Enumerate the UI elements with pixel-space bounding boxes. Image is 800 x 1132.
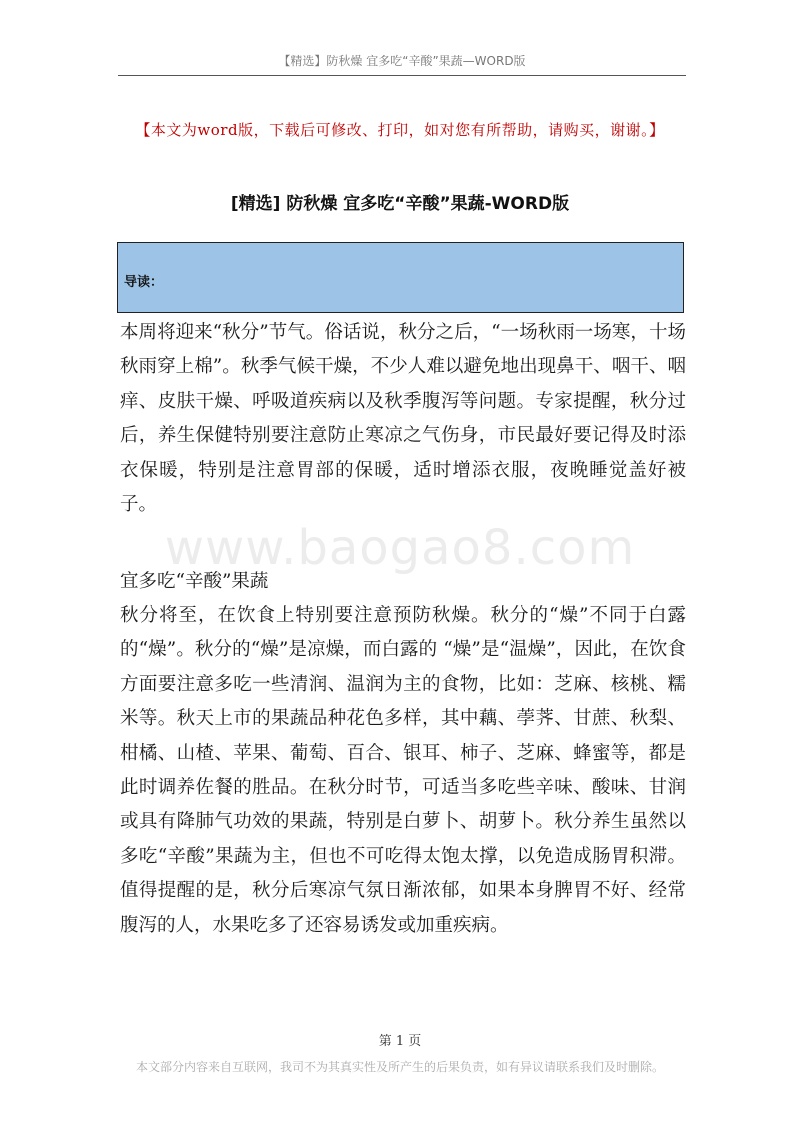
disclaimer-footer: 本文部分内容来自互联网，我司不为其真实性及所产生的后果负责，如有异议请联系我们及时删除。 [135, 1060, 664, 1074]
watermark: www.baogao8.com [164, 520, 636, 576]
paragraph-diet: 秋分将至，在饮食上特别要注意预防秋燥。秋分的“燥”不同于白露的“燥”。秋分的“燥”是凉燥，而白露的 “燥”是“温燥”，因此，在饮食方面要注意多吃一些清润、温润为主的食物，比如：芝麻、核桃、糯米等。秋天上市的果蔬品种花色多样，其中藕、荸荠、甘蔗、秋梨、柑橘、山楂、苹果、葡萄、百合、银耳、柿子、芝麻、蜂蜜等，都是此时调养佐餐的胜品。在秋分时节，可适当多吃些辛味、酸味、甘润或具有降肺气功效的果蔬，特别是白萝卜、胡萝卜。秋分养生虽然以多吃“辛酸”果蔬为主，但也不可吃得太饱太撑，以免造成肠胃积滞。值得提醒的是，秋分后寒凉气氛日渐浓郁，如果本身脾胃不好、经常腹泻的人，水果吃多了还容易诱发或加重疾病。 [120, 605, 686, 936]
section-subheading: 宜多吃“辛酸”果蔬 [120, 571, 269, 592]
page-header: 【精选】防秋燥 宜多吃“辛酸”果蔬—WORD版 [278, 54, 526, 68]
page-number: 第 1 页 [378, 1034, 422, 1049]
header-divider [118, 75, 686, 76]
paragraph-intro: 本周将迎来“秋分”节气。俗话说，秋分之后，“一场秋雨一场寒，十场秋雨穿上棉”。秋季气候干燥，不少人难以避免地出现鼻干、咽干、咽痒、皮肤干燥、呼吸道疾病以及秋季腹泻等问题。专家提醒，秋分过后，养生保健特别要注意防止寒凉之气伤身，市民最好要记得及时添衣保暖，特别是注意胃部的保暖，适时增添衣服，夜晚睡觉盖好被子。 [120, 322, 686, 516]
purchase-notice: 【本文为word版，下载后可修改、打印，如对您有所帮助，请购买，谢谢。】 [135, 121, 665, 139]
guide-box [117, 242, 684, 313]
document-title: [精选] 防秋燥 宜多吃“辛酸”果蔬-WORD版 [230, 194, 570, 214]
guide-label: 导读： [124, 275, 164, 290]
